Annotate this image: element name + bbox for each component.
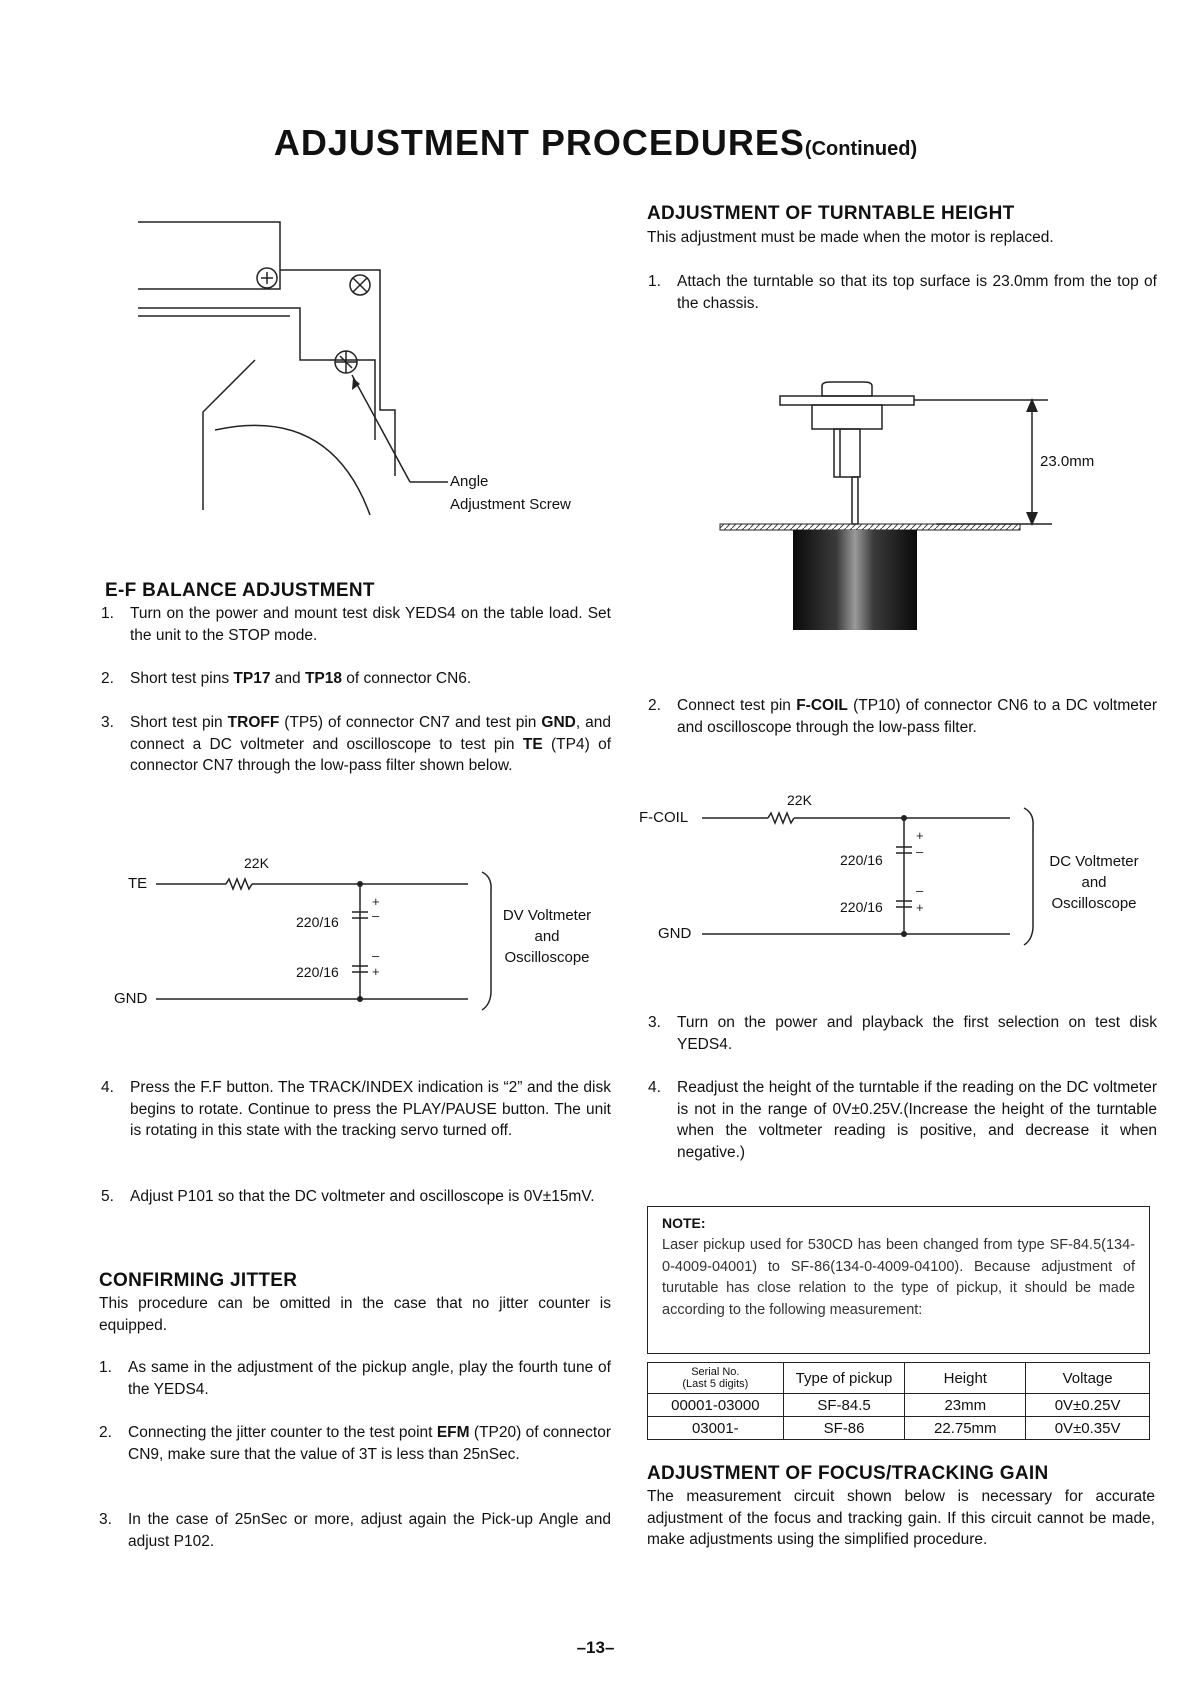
svg-text:+: + <box>916 828 924 843</box>
table-row <box>648 1417 1150 1440</box>
type-cell: SF-84.5 <box>783 1394 905 1417</box>
jitter-intro: This procedure can be omitted in the case that no jitter counter is equipped. <box>99 1295 611 1334</box>
svg-text:+: + <box>372 894 380 909</box>
jitter-heading: CONFIRMING JITTER <box>99 1270 298 1291</box>
voltage-cell: 0V±0.35V <box>1026 1417 1150 1440</box>
ef-circuit-out-line3: Oscilloscope <box>504 949 590 966</box>
note-body: Laser pickup used for 530CD has been changed from type SF-84.5(134-0-4009-04001) to SF-86(134-0-4009-04100). Because adjustment of turutable has close relation to the type of pickup, it should be made according to the following measurement: <box>662 1237 1135 1318</box>
turntable-dimension: 23.0mm <box>1040 453 1095 470</box>
angle-callout-line1: Angle <box>450 473 489 490</box>
page-number: –13– <box>576 1638 615 1657</box>
height-header: Height <box>905 1363 1026 1394</box>
table-row <box>648 1394 1150 1417</box>
jitter-step-1: 1. As same in the adjustment of the pickup angle, play the fourth tune of the YEDS4. <box>99 1359 611 1398</box>
ef-step-1: 1. Turn on the power and mount test disk YEDS4 on the table load. Set the unit to the STOP mode. <box>101 605 611 644</box>
voltage-cell: 0V±0.25V <box>1026 1394 1150 1417</box>
table-header-row <box>648 1363 1150 1394</box>
ef-step-3: 3. Short test pin TROFF (TP5) of connector CN7 and test pin GND, and connect a DC voltmeter and oscilloscope to test pin TE (TP4) of connector CN7 through the low-pass filter shown below. <box>101 714 612 774</box>
height-cell: 22.75mm <box>905 1417 1026 1440</box>
svg-text:+: + <box>372 964 380 979</box>
turntable-step-2: 2. Connect test pin F-COIL (TP10) of connector CN6 to a DC voltmeter and oscilloscope through the low-pass filter. <box>648 697 1157 736</box>
angle-callout-line2: Adjustment Screw <box>450 496 571 513</box>
serial-header: Serial No. (Last 5 digits) <box>648 1363 784 1394</box>
fcoil-circuit-cap2: 220/16 <box>840 899 883 915</box>
ef-circuit-cap2: 220/16 <box>296 964 339 980</box>
svg-text:–: – <box>372 908 380 923</box>
svg-text:–: – <box>372 948 380 963</box>
ef-circuit-cap1: 220/16 <box>296 914 339 930</box>
svg-text:–: – <box>916 883 924 898</box>
jitter-step-3: 3. In the case of 25nSec or more, adjust again the Pick-up Angle and adjust P102. <box>99 1511 611 1550</box>
pickup-spec-table <box>647 1362 1150 1440</box>
type-cell: SF-86 <box>783 1417 905 1440</box>
page-title: ADJUSTMENT PROCEDURES(Continued) <box>273 122 918 163</box>
fcoil-circuit-out-line2: and <box>1081 874 1107 891</box>
turntable-step-4: 4. Readjust the height of the turntable if the reading on the DC voltmeter is not in the range of 0V±0.25V.(Increase the height of the turntable when the voltmeter reading is positive, and decrease it when negative.) <box>648 1079 1157 1161</box>
svg-text:+: + <box>916 900 924 915</box>
ef-step-2: 2. Short test pins TP17 and TP18 of connector CN6. <box>101 670 472 687</box>
ef-circuit-in-label: TE <box>128 875 148 892</box>
fcoil-circuit-in-label: F-COIL <box>639 809 689 826</box>
ef-circuit-out-line2: and <box>534 928 560 945</box>
ef-circuit-gnd-label: GND <box>114 990 148 1007</box>
fcoil-circuit-out-line3: Oscilloscope <box>1051 895 1137 912</box>
ef-balance-heading: E-F BALANCE ADJUSTMENT <box>105 580 375 601</box>
svg-text:–: – <box>916 844 924 859</box>
note-heading: NOTE: <box>662 1215 706 1231</box>
focus-heading: ADJUSTMENT OF FOCUS/TRACKING GAIN <box>647 1463 1049 1484</box>
height-cell: 23mm <box>905 1394 1026 1417</box>
serial-cell: 00001-03000 <box>648 1394 784 1417</box>
fcoil-circuit-cap1: 220/16 <box>840 852 883 868</box>
fcoil-circuit-gnd-label: GND <box>658 925 692 942</box>
fcoil-circuit-out-line1: DC Voltmeter <box>1049 853 1139 870</box>
ef-circuit-out-line1: DV Voltmeter <box>502 907 592 924</box>
fcoil-circuit-resistor: 22K <box>787 792 812 808</box>
ef-step-5: 5. Adjust P101 so that the DC voltmeter and oscilloscope is 0V±15mV. <box>101 1188 595 1205</box>
ef-step-4: 4. Press the F.F button. The TRACK/INDEX indication is “2” and the disk begins to rotate. Continue to press the PLAY/PAUSE button. The unit is rotating in this state with the tracking servo turned off. <box>101 1079 611 1139</box>
type-header: Type of pickup <box>783 1363 905 1394</box>
turntable-heading: ADJUSTMENT OF TURNTABLE HEIGHT <box>647 203 1015 224</box>
serial-cell: 03001- <box>648 1417 784 1440</box>
turntable-step-3: 3. Turn on the power and playback the first selection on test disk YEDS4. <box>648 1014 1157 1053</box>
turntable-step-1: 1. Attach the turntable so that its top surface is 23.0mm from the top of the chassis. <box>648 273 1157 312</box>
turntable-intro: This adjustment must be made when the motor is replaced. <box>647 229 1054 246</box>
note-box <box>647 1206 1150 1354</box>
voltage-header: Voltage <box>1026 1363 1150 1394</box>
jitter-step-2: 2. Connecting the jitter counter to the test point EFM (TP20) of connector CN9, make sure that the value of 3T is less than 25nSec. <box>99 1424 611 1463</box>
ef-circuit-resistor: 22K <box>244 855 269 871</box>
focus-body: The measurement circuit shown below is necessary for accurate adjustment of the focus and tracking gain. If this circuit cannot be made, make adjustments using the simplified procedure. <box>647 1488 1155 1548</box>
